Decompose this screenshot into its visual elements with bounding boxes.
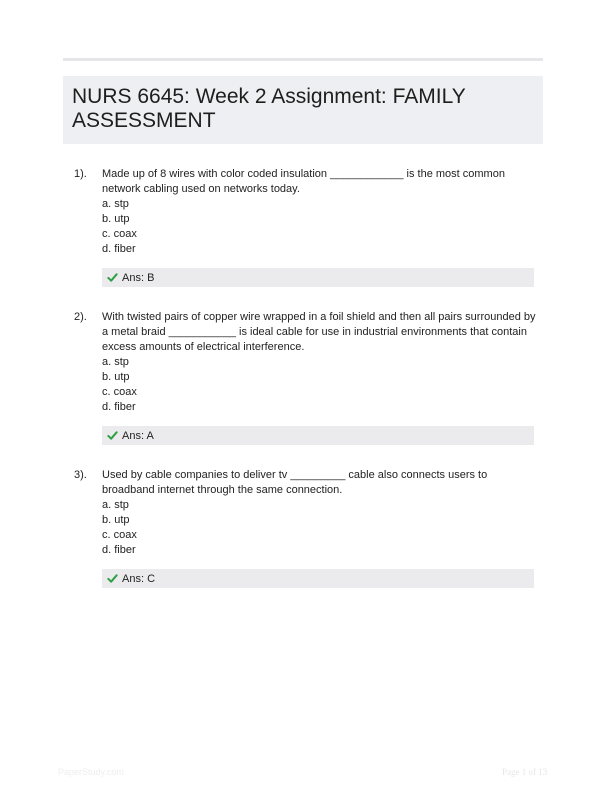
option-b: b. utp — [102, 514, 130, 526]
question-1 — [74, 167, 536, 310]
question-text: Made up of 8 wires with color coded insulation ____________ is the most common network cabling used on networks today. — [102, 168, 505, 195]
option-d: d. fiber — [102, 401, 136, 413]
option-a: a. stp — [102, 356, 129, 368]
option-a: a. stp — [102, 198, 129, 210]
question-number: 2). — [74, 311, 87, 323]
question-3 — [74, 468, 536, 588]
option-list — [102, 498, 536, 558]
option-a: a. stp — [102, 499, 129, 511]
option-list — [102, 355, 536, 415]
page-title — [72, 85, 535, 133]
top-divider — [63, 58, 543, 61]
page-number: Page 1 of 13 — [502, 767, 548, 777]
check-icon — [107, 272, 118, 283]
answer-bar — [102, 426, 534, 445]
answer-bar — [102, 569, 534, 588]
option-list — [102, 197, 536, 257]
footer-watermark: PaperStudy.com — [58, 767, 124, 777]
question-text: With twisted pairs of copper wire wrapped in a foil shield and then all pairs surrounded by a metal braid ___________ is ideal cable for use in industrial environments that contain excess amounts of electrical interference. — [102, 311, 536, 353]
option-c: c. coax — [102, 386, 137, 398]
page-title-line-1: NURS 6645: Week 2 Assignment: FAMILY — [72, 85, 466, 108]
option-c: c. coax — [102, 529, 137, 541]
option-b: b. utp — [102, 371, 130, 383]
answer-text: Ans: C — [122, 572, 156, 585]
question-number: 1). — [74, 168, 87, 180]
question-number: 3). — [74, 469, 87, 481]
check-icon — [107, 430, 118, 441]
option-c: c. coax — [102, 228, 137, 240]
option-d: d. fiber — [102, 544, 136, 556]
question-list — [74, 167, 536, 588]
answer-bar — [102, 268, 534, 287]
title-banner — [63, 76, 543, 144]
question-2 — [74, 310, 536, 468]
question-text: Used by cable companies to deliver tv _________ cable also connects users to broadband internet through the same connection. — [102, 469, 488, 496]
option-d: d. fiber — [102, 243, 136, 255]
answer-text: Ans: B — [122, 271, 155, 284]
page-title-line-2: ASSESSMENT — [72, 109, 216, 132]
answer-text: Ans: A — [122, 429, 154, 442]
option-b: b. utp — [102, 213, 130, 225]
check-icon — [107, 573, 118, 584]
